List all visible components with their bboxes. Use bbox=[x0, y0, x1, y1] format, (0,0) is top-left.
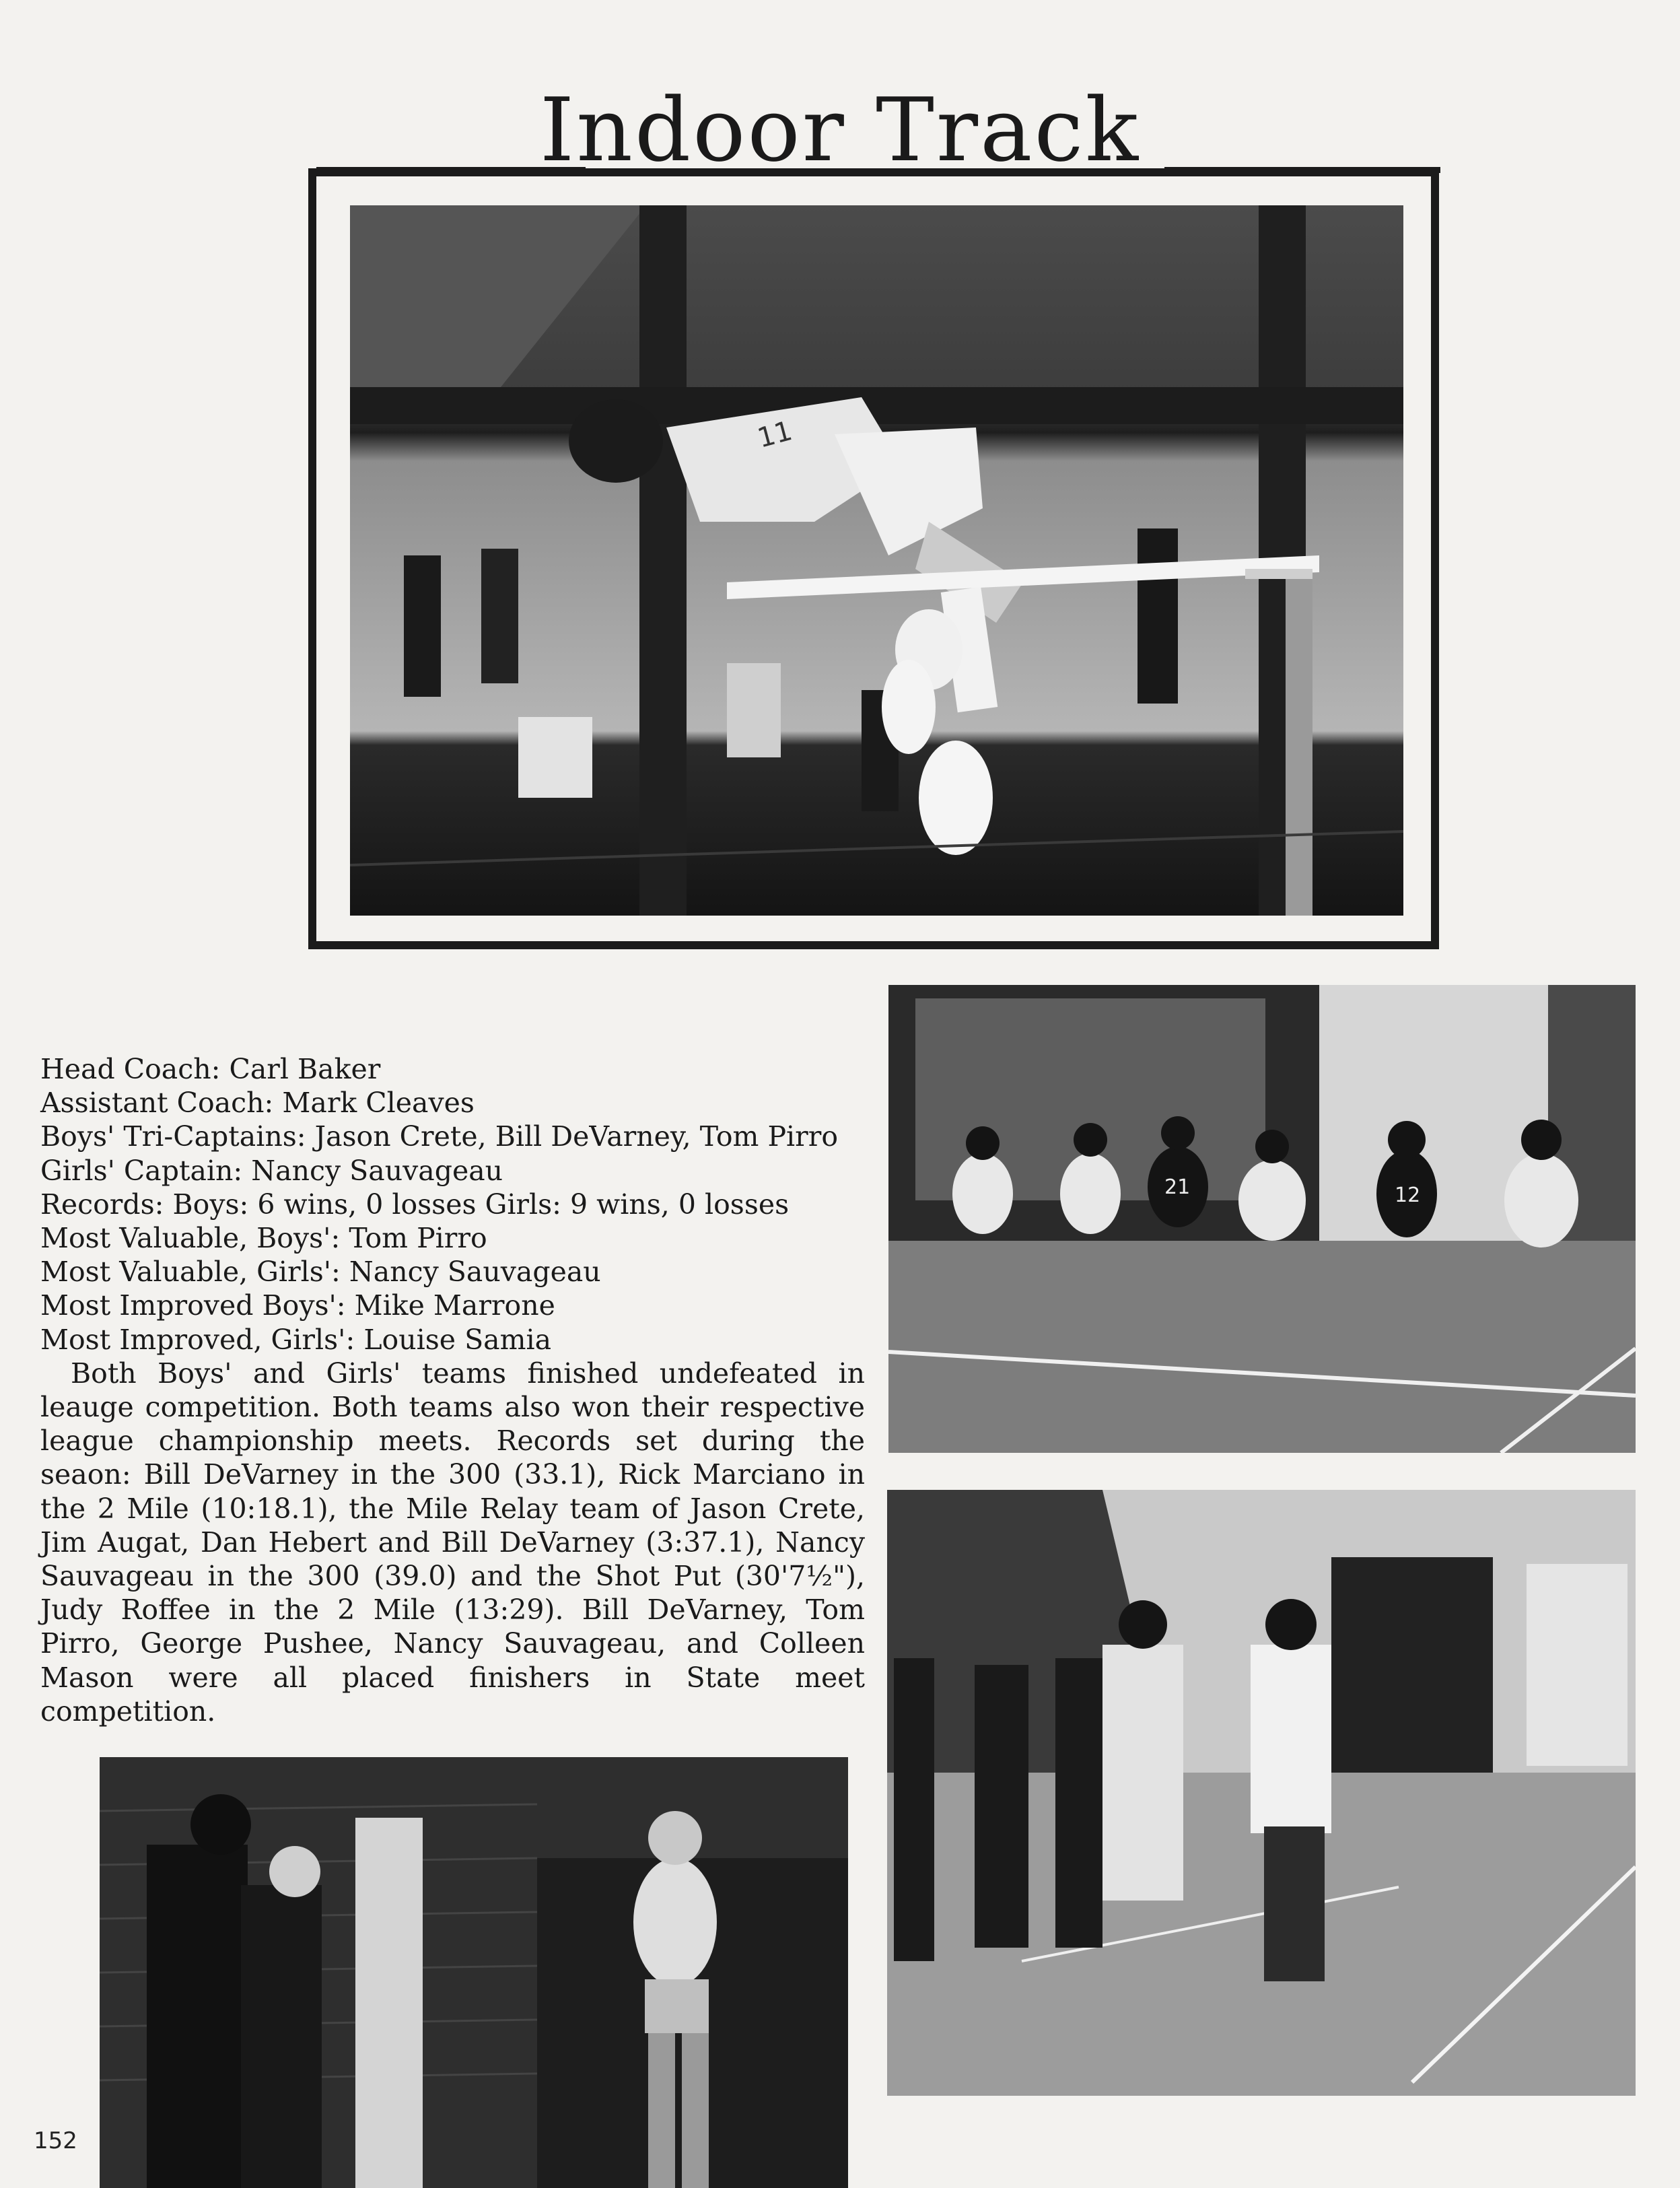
roster-line-head-coach: Head Coach: Carl Baker bbox=[40, 1053, 381, 1085]
jersey-label-b: 12 bbox=[1395, 1184, 1421, 1207]
page-title: Indoor Track bbox=[539, 79, 1141, 181]
page-number: 152 bbox=[34, 2127, 77, 2154]
jersey-label-a: 21 bbox=[1164, 1175, 1191, 1199]
roster-line-mip-girls: Most Improved, Girls': Louise Samia bbox=[40, 1323, 552, 1356]
jersey-number: 11 bbox=[754, 415, 796, 454]
info-text-block bbox=[40, 1052, 865, 1728]
season-summary-text: Both Boys' and Girls' teams finished undefeated in leauge competition. Both teams also won their respective league championship meets. Records set during the seaon: Bill DeVarney in the 300 (33.1), Rick Marciano in the 2 Mile (10:18.1), the Mile Relay team of Jason Crete, Jim Augat, Dan Hebert and Bill DeVarney (3:37.1), Nancy Sauvageau in the 300 (39.0) and the Shot Put (30'7½"), Judy Roffee in the 2 Mile (13:29). Bill DeVarney, Tom Pirro, George Pushee, Nancy Sauvageau, and Colleen Mason were all placed finishers in State meet competition. bbox=[40, 1357, 865, 1728]
season-summary bbox=[40, 1357, 865, 1728]
distance-runner-photo bbox=[100, 1757, 848, 2188]
high-jump-photo bbox=[350, 205, 1403, 916]
roster-line-girls-captain: Girls' Captain: Nancy Sauvageau bbox=[40, 1154, 503, 1187]
sprint-start-photo bbox=[888, 985, 1636, 1453]
runners-photo bbox=[887, 1490, 1636, 2096]
roster-line-mip-boys: Most Improved Boys': Mike Marrone bbox=[40, 1289, 555, 1322]
roster-line-records: Records: Boys: 6 wins, 0 losses Girls: 9 wins, 0 losses bbox=[40, 1188, 790, 1221]
roster-line-mvp-girls: Most Valuable, Girls': Nancy Sauvageau bbox=[40, 1256, 601, 1289]
roster-line-assistant-coach: Assistant Coach: Mark Cleaves bbox=[40, 1087, 475, 1120]
roster-line-mvp-boys: Most Valuable, Boys': Tom Pirro bbox=[40, 1222, 487, 1255]
roster-line-boys-captains: Boys' Tri-Captains: Jason Crete, Bill DeVarney, Tom Pirro bbox=[40, 1120, 839, 1153]
